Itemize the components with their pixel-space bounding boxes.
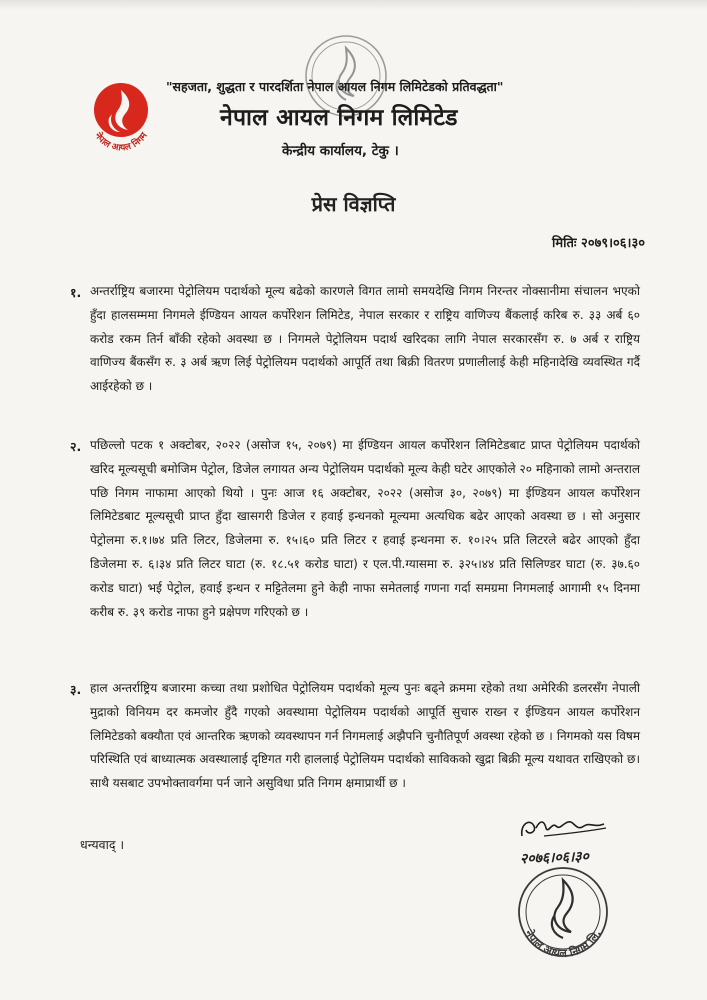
signature-date: २०७६।०६।३० [519,848,590,868]
scan-edge [0,0,707,10]
paragraph-2: पछिल्लो पटक १ अक्टोबर, २०२२ (असोज १५, २०७९) मा ईण्डियन आयल कर्पोरेशन लिमिटेडबाट प्राप्त पेट्रोलियम पदार्थको खरिद मूल्यसूची बमोजिम पेट्रोल, डिजेल लगायत अन्य पेट्रोलियम पदार्थको मूल्य केही घटेर आएकोले २० महिनाको लामो अन्तराल पछि निगम नाफामा आएको थियो । पुनः आज १६ अक्टोबर, २०२२ (असोज ३०, २०७९) मा ईण्डियन आयल कर्पोरेशन लिमिटेडबाट मूल्यसूची प्राप्त हुँदा खासगरी डिजेल र हवाई इन्धनको मूल्यमा अत्यधिक बढेर आएको अवस्था छ । सो अनुसार पेट्रोलमा रु.१।७४ प्रति लिटर, डिजेलमा रु. १५।६० प्रति लिटर र हवाई इन्धनमा रु. १०।२५ प्रति लिटरले बढेर आएको हुँदा डिजेलमा रु. ६।३४ प्रति लिटर घाटा (रु. १८.५१ करोड घाटा) र एल.पी.ग्यासमा रु. ३२५।४४ प्रति सिलिण्डर घाटा (रु. ३७.६० करोड घाटा) भई पेट्रोल, हवाई इन्धन र मट्टितेलमा हुने केही नाफा समेतलाई गणना गर्दा समग्रमा निगमलाई आगामी १५ दिनमा करीब रु. ३९ करोड नाफा हुने प्रक्षेपण गरिएको छ । [90,438,640,619]
closing-thanks: धन्यवाद् । [80,837,125,852]
paragraph-number: ३. [70,682,82,697]
document-date: मितिः २०७९।०६।३० [551,236,645,251]
org-motto: "सहजता, शुद्धता र पारदर्शिता नेपाल आयल निगम लिमिटेडको प्रतिवद्धता" [166,79,504,94]
noc-logo [82,70,160,160]
office-address: केन्द्रीय कार्यालय, टेकु । [282,143,399,159]
svg-text:नेपाल आयल निगम लि. [522,926,604,960]
paragraph-number: १. [70,285,82,300]
logo-text: नेपाल आयल निगम [92,131,150,154]
paragraph-1: अन्तर्राष्ट्रिय बजारमा पेट्रोलियम पदार्थको मूल्य बढेको कारणले विगत लामो समयदेखि निगम निरन्तर नोक्सानीमा संचालन भएको हुँदा हालसम्ममा निगमले ईण्डियन आयल कर्पोरेशन लिमिटेड, नेपाल सरकार र राष्ट्रिय वाणिज्य बैंकलाई करिब रु. ३३ अर्ब ६० करोड रकम तिर्न बाँकी रहेको अवस्था छ । निगमले पेट्रोलियम पदार्थ खरिदका लागि नेपाल सरकारसँग रु. ७ अर्ब र राष्ट्रिय वाणिज्य बैंकसँग रु. ३ अर्ब ऋण लिई पेट्रोलियम पदार्थको आपूर्ति तथा बिक्री वितरण प्रणालीलाई केही महिनादेखि व्यवस्थित गर्दै आईरहेको छ । [90,284,640,394]
paragraph-3: हाल अन्तर्राष्ट्रिय बजारमा कच्चा तथा प्रशोधित पेट्रोलियम पदार्थको मूल्य पुनः बढ्ने क्रममा रहेको तथा अमेरिकी डलरसँग नेपाली मुद्राको विनियम दर कमजोर हुँदै गएको अवस्थामा पेट्रोलियम पदार्थको आपूर्ति सुचारु राख्न र ईण्डियन आयल कर्पोरेशन लिमिटेडको बक्यौता एवं आन्तरिक ऋणको व्यवस्थापन गर्न निगमलाई अझैपनि चुनौतिपूर्ण अवस्था रहेको छ । निगमको यस विषम परिस्थिति एवं बाध्यात्मक अवस्थालाई दृष्टिगत गरी हाललाई पेट्रोलियम पदार्थको साविकको खुद्रा बिक्री मूल्य यथावत राखिएको छ। साथै यसबाट उपभोक्तावर्गमा पर्न जाने असुविधा प्रति निगम क्षमाप्रार्थी छ । [90,681,640,791]
org-name: नेपाल आयल निगम लिमिटेड [220,105,458,131]
page-title: प्रेस विज्ञप्ति [311,192,396,216]
paragraph-number: २. [70,439,82,454]
signature [514,806,609,850]
office-seal-stamp [510,864,615,964]
stamp-text: नेपाल आयल निगम लि. [522,927,604,960]
